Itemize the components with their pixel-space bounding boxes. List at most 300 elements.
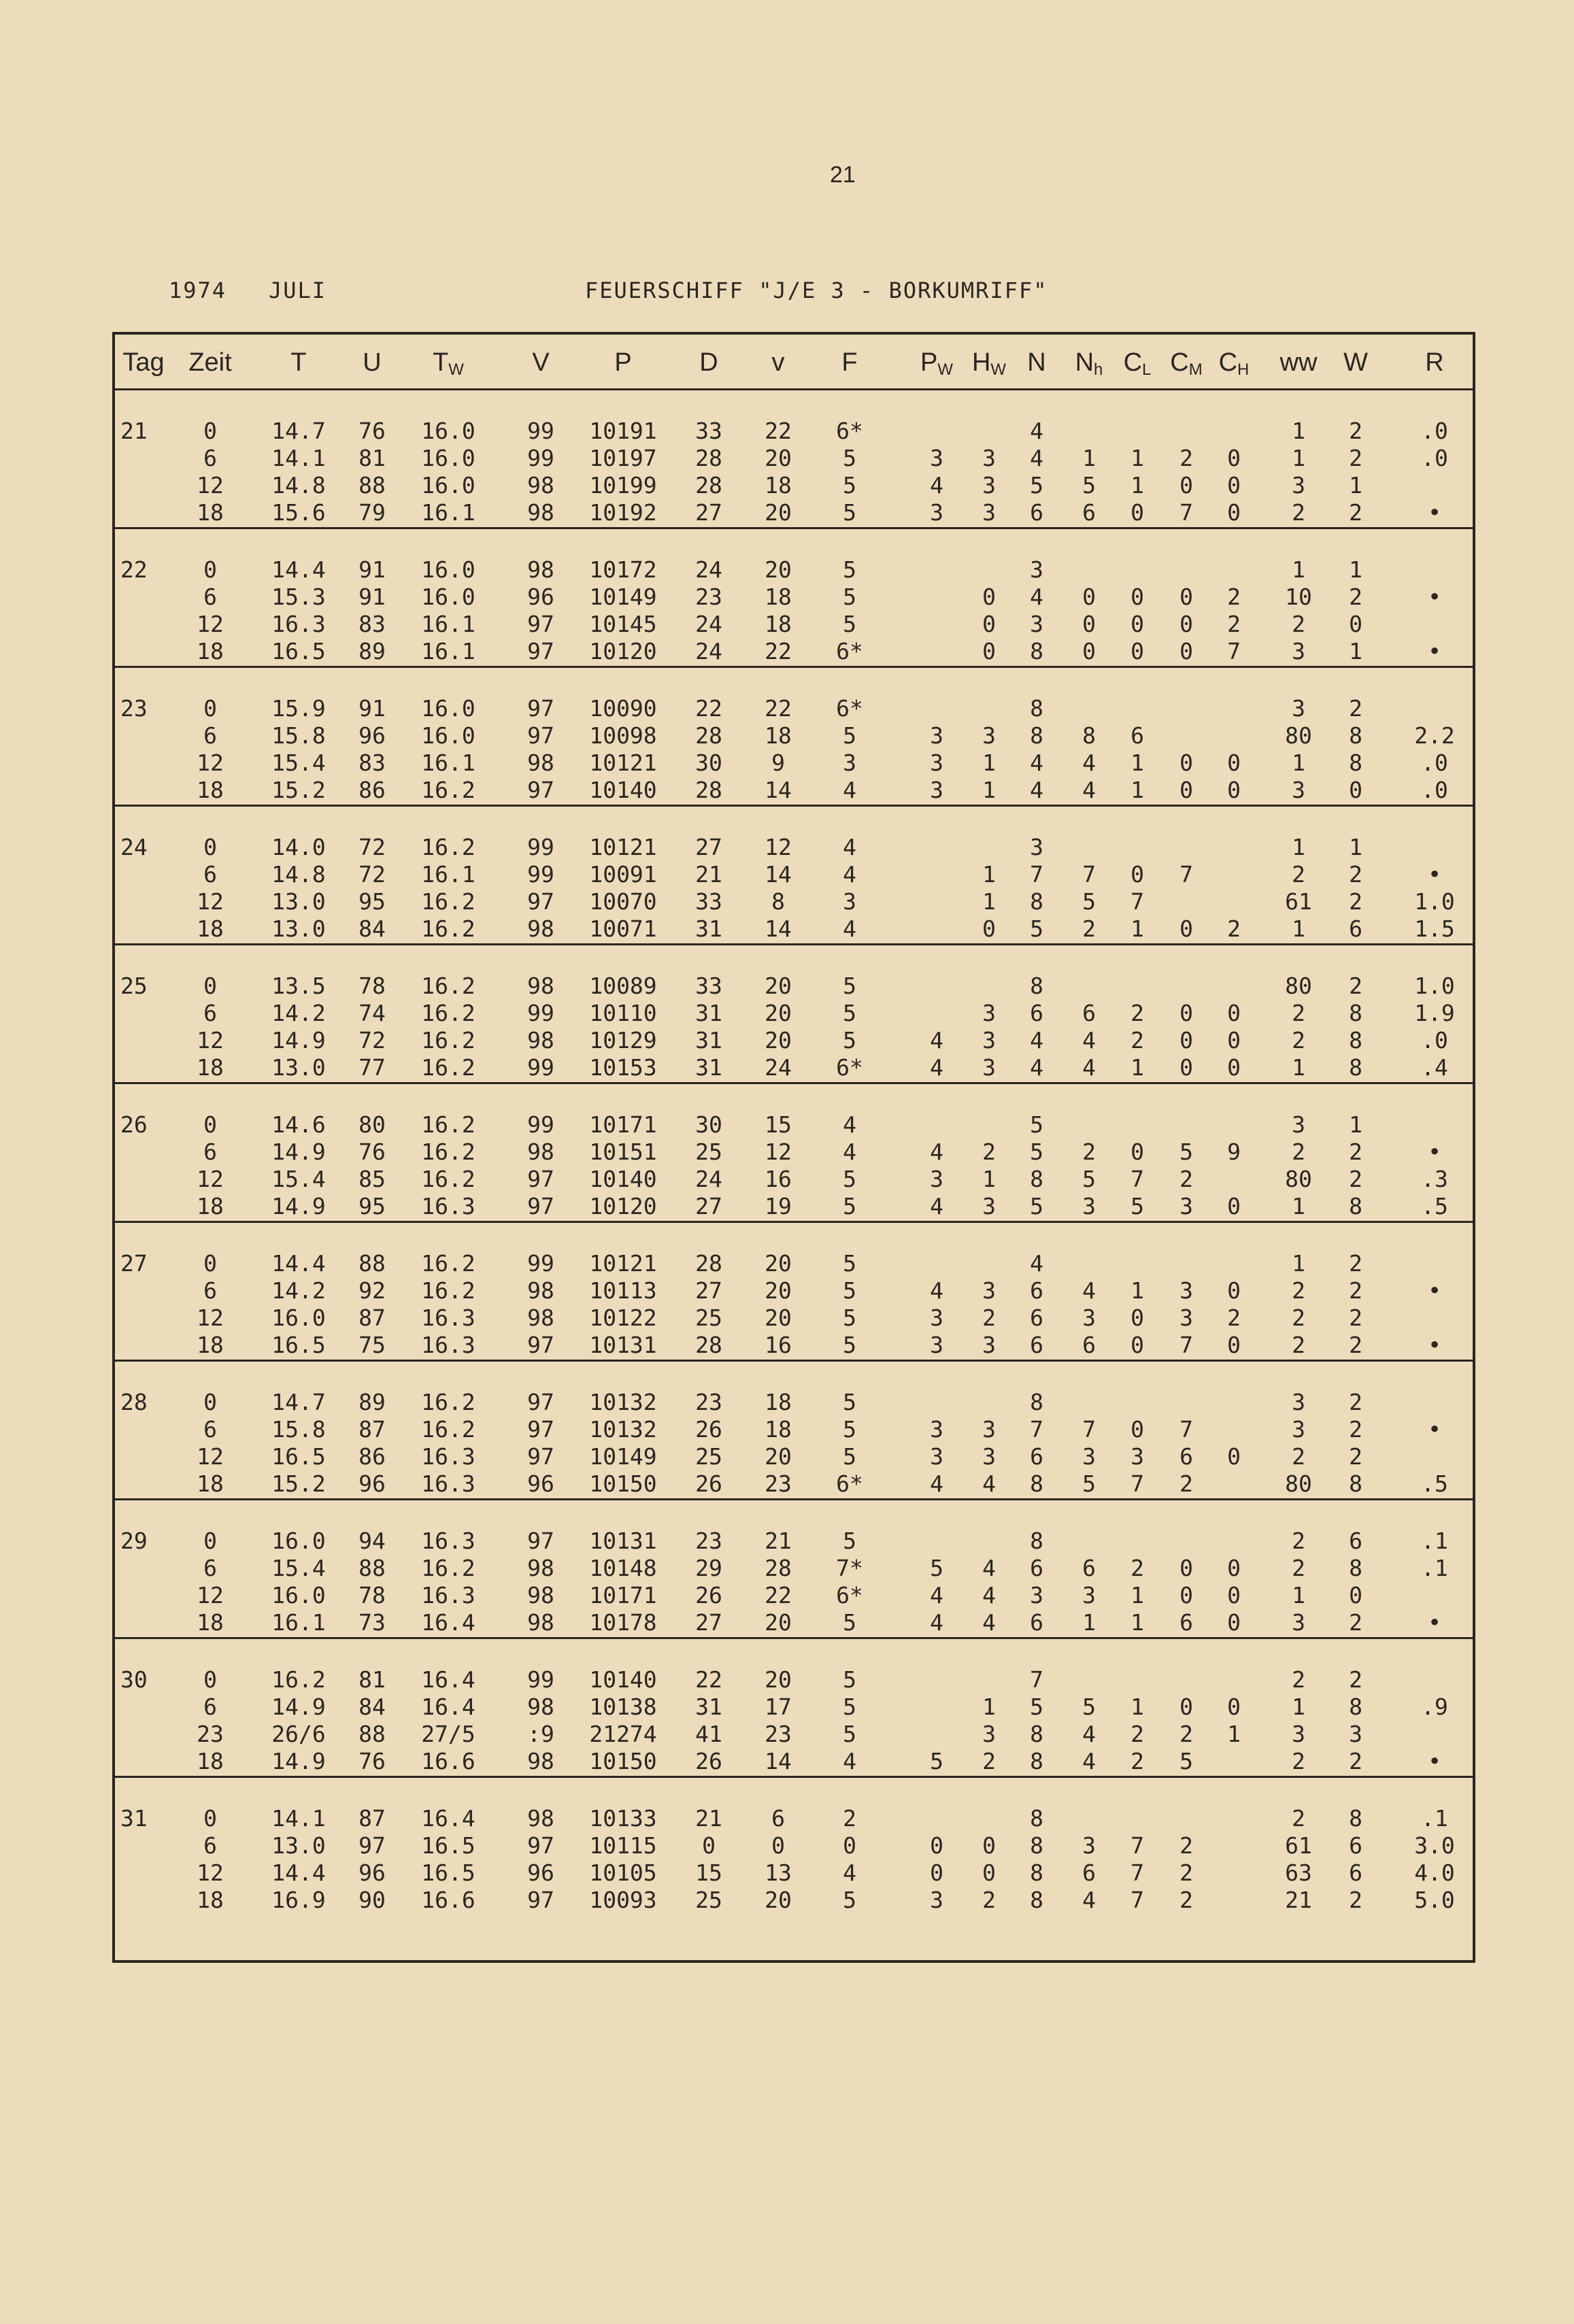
cell-tw: 16.1	[421, 499, 475, 526]
cell-t: 14.8	[271, 472, 326, 499]
cell-n: 4	[1030, 445, 1043, 471]
cell-v: 98	[527, 1277, 554, 1304]
cell-cm: 0	[1179, 584, 1193, 610]
cell-d: 26	[695, 1748, 722, 1774]
day-group	[115, 1362, 1473, 1500]
cell-d: 21	[695, 861, 722, 888]
cell-v: 21	[765, 1528, 792, 1554]
cell-n: 8	[1030, 888, 1043, 915]
cell-nh: 0	[1082, 584, 1096, 610]
cell-hw: 3	[982, 1193, 996, 1219]
cell-f: 5	[843, 1166, 856, 1192]
cell-v: 97	[527, 611, 554, 637]
column-header-u: U	[363, 348, 382, 377]
cell-p: 10199	[589, 472, 657, 499]
cell-ww: 2	[1292, 1027, 1305, 1054]
cell-n: 8	[1030, 1470, 1043, 1497]
table-row	[115, 1609, 1473, 1636]
cell-zeit: 6	[203, 584, 217, 610]
cell-u: 87	[358, 1805, 386, 1832]
cell-tw: 16.2	[421, 1054, 475, 1081]
cell-w: 8	[1349, 1193, 1362, 1219]
cell-t: 14.9	[271, 1748, 326, 1774]
cell-f: 4	[843, 1139, 856, 1165]
cell-pw: 4	[930, 1470, 943, 1497]
cell-d: 31	[695, 1000, 722, 1026]
cell-u: 78	[358, 973, 386, 999]
cell-cm: 7	[1179, 1416, 1193, 1443]
cell-hw: 2	[982, 1748, 996, 1774]
cell-pw: 4	[930, 1193, 943, 1219]
cell-pw: 4	[930, 1054, 943, 1081]
cell-n: 6	[1030, 1443, 1043, 1470]
cell-ch: 9	[1227, 1139, 1241, 1165]
cell-d: 31	[695, 915, 722, 942]
cell-cl: 1	[1131, 750, 1144, 776]
cell-cm: 2	[1179, 1721, 1193, 1747]
cell-ww: 2	[1292, 1332, 1305, 1358]
cell-w: 0	[1349, 777, 1362, 803]
cell-tw: 16.2	[421, 1555, 475, 1581]
cell-w: 2	[1349, 445, 1362, 471]
table-row	[115, 1470, 1473, 1498]
cell-u: 74	[358, 1000, 386, 1026]
cell-tw: 16.4	[421, 1694, 475, 1720]
cell-p: 10151	[589, 1139, 657, 1165]
day-label: 27	[120, 1250, 148, 1277]
cell-n: 8	[1030, 638, 1043, 664]
cell-t: 16.5	[271, 638, 326, 664]
cell-nh: 0	[1082, 638, 1096, 664]
cell-cm: 0	[1179, 611, 1193, 637]
table-row	[115, 499, 1473, 526]
cell-r: .0	[1421, 445, 1448, 471]
table-row	[115, 1111, 1473, 1139]
cell-n: 5	[1030, 1139, 1043, 1165]
cell-cl: 7	[1131, 1887, 1144, 1913]
cell-w: 1	[1349, 638, 1362, 664]
day-group	[115, 529, 1473, 668]
cell-w: 8	[1349, 1805, 1362, 1832]
column-header-f: F	[841, 348, 858, 377]
cell-ww: 1	[1292, 418, 1305, 444]
cell-pw: 4	[930, 1027, 943, 1054]
cell-t: 13.0	[271, 1832, 326, 1859]
cell-tw: 16.2	[421, 1389, 475, 1415]
cell-f: 4	[843, 1859, 856, 1886]
cell-zeit: 0	[203, 973, 217, 999]
cell-r: •	[1428, 1416, 1441, 1443]
cell-t: 15.6	[271, 499, 326, 526]
cell-w: 2	[1349, 1277, 1362, 1304]
cell-d: 28	[695, 445, 722, 471]
cell-hw: 0	[982, 584, 996, 610]
cell-f: 5	[843, 1277, 856, 1304]
cell-zeit: 6	[203, 722, 217, 749]
cell-r: .0	[1421, 777, 1448, 803]
day-group	[115, 1223, 1473, 1362]
cell-zeit: 23	[197, 1721, 224, 1747]
cell-t: 26/6	[271, 1721, 326, 1747]
cell-v: 97	[527, 888, 554, 915]
cell-zeit: 6	[203, 445, 217, 471]
table-row	[115, 1193, 1473, 1220]
cell-u: 87	[358, 1304, 386, 1331]
cell-ww: 2	[1292, 1805, 1305, 1832]
cell-r: .1	[1421, 1555, 1448, 1581]
cell-p: 10115	[589, 1832, 657, 1859]
cell-u: 84	[358, 915, 386, 942]
cell-ww: 2	[1292, 1000, 1305, 1026]
cell-r: .0	[1421, 750, 1448, 776]
cell-d: 27	[695, 834, 722, 860]
cell-tw: 16.3	[421, 1470, 475, 1497]
cell-zeit: 0	[203, 418, 217, 444]
cell-tw: 16.4	[421, 1805, 475, 1832]
cell-hw: 0	[982, 1832, 996, 1859]
cell-p: 10121	[589, 1250, 657, 1277]
cell-w: 0	[1349, 611, 1362, 637]
cell-v: 98	[527, 1304, 554, 1331]
cell-n: 4	[1030, 1027, 1043, 1054]
cell-zeit: 18	[197, 1193, 224, 1219]
cell-r: .1	[1421, 1528, 1448, 1554]
cell-v: 14	[765, 861, 792, 888]
cell-p: 10132	[589, 1389, 657, 1415]
cell-f: 5	[843, 973, 856, 999]
cell-tw: 16.2	[421, 777, 475, 803]
cell-w: 2	[1349, 888, 1362, 915]
cell-f: 6*	[836, 418, 863, 444]
cell-t: 14.1	[271, 445, 326, 471]
cell-w: 2	[1349, 1748, 1362, 1774]
cell-n: 6	[1030, 1332, 1043, 1358]
cell-ch: 0	[1227, 1193, 1241, 1219]
cell-nh: 4	[1082, 1748, 1096, 1774]
cell-p: 10140	[589, 777, 657, 803]
cell-pw: 5	[930, 1555, 943, 1581]
cell-f: 5	[843, 1443, 856, 1470]
cell-p: 10140	[589, 1166, 657, 1192]
cell-ww: 2	[1292, 1304, 1305, 1331]
cell-ww: 3	[1292, 1609, 1305, 1636]
cell-t: 14.1	[271, 1805, 326, 1832]
cell-v: 18	[765, 1416, 792, 1443]
cell-u: 81	[358, 445, 386, 471]
cell-n: 5	[1030, 1111, 1043, 1138]
cell-r: 1.9	[1414, 1000, 1455, 1026]
cell-ch: 0	[1227, 1582, 1241, 1609]
day-group	[115, 1084, 1473, 1223]
cell-v: 97	[527, 1193, 554, 1219]
cell-n: 7	[1030, 861, 1043, 888]
cell-t: 16.9	[271, 1887, 326, 1913]
header-month: JULI	[269, 277, 327, 303]
day-label: 23	[120, 695, 148, 722]
cell-zeit: 12	[197, 1443, 224, 1470]
cell-zeit: 18	[197, 777, 224, 803]
day-group	[115, 668, 1473, 807]
cell-cm: 0	[1179, 472, 1193, 499]
cell-t: 14.7	[271, 1389, 326, 1415]
cell-f: 5	[843, 499, 856, 526]
cell-hw: 3	[982, 1000, 996, 1026]
cell-r: 1.0	[1414, 973, 1455, 999]
cell-tw: 16.3	[421, 1304, 475, 1331]
cell-t: 15.2	[271, 1470, 326, 1497]
column-header-v: v	[771, 348, 785, 377]
cell-ww: 80	[1285, 1166, 1312, 1192]
table-row	[115, 1416, 1473, 1443]
cell-zeit: 0	[203, 1250, 217, 1277]
cell-nh: 4	[1082, 1721, 1096, 1747]
cell-w: 2	[1349, 1416, 1362, 1443]
cell-v: 20	[765, 973, 792, 999]
table-row	[115, 1555, 1473, 1582]
cell-tw: 16.2	[421, 834, 475, 860]
cell-tw: 16.6	[421, 1887, 475, 1913]
cell-u: 96	[358, 722, 386, 749]
cell-d: 28	[695, 1250, 722, 1277]
cell-ww: 1	[1292, 915, 1305, 942]
cell-v: 0	[771, 1832, 785, 1859]
cell-w: 2	[1349, 1250, 1362, 1277]
cell-zeit: 18	[197, 1748, 224, 1774]
cell-p: 10145	[589, 611, 657, 637]
cell-v: 18	[765, 584, 792, 610]
cell-v: 20	[765, 1277, 792, 1304]
cell-pw: 3	[930, 777, 943, 803]
cell-f: 5	[843, 611, 856, 637]
cell-v: 12	[765, 1139, 792, 1165]
cell-n: 6	[1030, 1609, 1043, 1636]
cell-u: 91	[358, 584, 386, 610]
cell-ww: 2	[1292, 1555, 1305, 1581]
cell-n: 4	[1030, 1250, 1043, 1277]
cell-u: 80	[358, 1111, 386, 1138]
cell-cl: 7	[1131, 1470, 1144, 1497]
cell-hw: 3	[982, 445, 996, 471]
table-row	[115, 1166, 1473, 1193]
cell-r: .4	[1421, 1054, 1448, 1081]
cell-cm: 6	[1179, 1443, 1193, 1470]
cell-pw: 3	[930, 1443, 943, 1470]
cell-ww: 3	[1292, 638, 1305, 664]
cell-hw: 3	[982, 722, 996, 749]
cell-p: 10150	[589, 1470, 657, 1497]
cell-t: 15.4	[271, 750, 326, 776]
cell-nh: 2	[1082, 1139, 1096, 1165]
cell-t: 14.4	[271, 1859, 326, 1886]
cell-cl: 2	[1131, 1555, 1144, 1581]
cell-w: 8	[1349, 1000, 1362, 1026]
cell-tw: 16.0	[421, 472, 475, 499]
cell-t: 14.9	[271, 1694, 326, 1720]
cell-ww: 3	[1292, 472, 1305, 499]
cell-f: 6*	[836, 638, 863, 664]
cell-d: 33	[695, 418, 722, 444]
cell-d: 25	[695, 1887, 722, 1913]
column-header-tw: $T_W$	[433, 348, 464, 379]
cell-v: 20	[765, 1304, 792, 1331]
cell-p: 10149	[589, 1443, 657, 1470]
cell-v: 97	[527, 1443, 554, 1470]
cell-v: 20	[765, 1000, 792, 1026]
cell-v: 14	[765, 915, 792, 942]
cell-d: 24	[695, 1166, 722, 1192]
cell-f: 4	[843, 1111, 856, 1138]
cell-hw: 1	[982, 777, 996, 803]
cell-f: 5	[843, 1193, 856, 1219]
cell-v: 98	[527, 750, 554, 776]
cell-pw: 3	[930, 1416, 943, 1443]
table-row	[115, 1054, 1473, 1081]
day-group	[115, 1639, 1473, 1778]
cell-tw: 16.3	[421, 1332, 475, 1358]
cell-t: 16.1	[271, 1609, 326, 1636]
cell-tw: 16.2	[421, 888, 475, 915]
cell-pw: 0	[930, 1832, 943, 1859]
column-header-pw: $P_W$	[920, 348, 954, 379]
cell-w: 1	[1349, 556, 1362, 583]
cell-ch: 0	[1227, 1000, 1241, 1026]
cell-v: 97	[527, 1887, 554, 1913]
table-header-row	[115, 335, 1473, 390]
cell-v: 9	[771, 750, 785, 776]
cell-t: 14.9	[271, 1139, 326, 1165]
cell-v: :9	[527, 1721, 554, 1747]
cell-u: 94	[358, 1528, 386, 1554]
cell-p: 10132	[589, 1416, 657, 1443]
cell-p: 10070	[589, 888, 657, 915]
table-row	[115, 418, 1473, 445]
day-label: 26	[120, 1111, 148, 1138]
cell-pw: 3	[930, 445, 943, 471]
cell-v: 8	[771, 888, 785, 915]
cell-d: 25	[695, 1139, 722, 1165]
cell-n: 8	[1030, 1389, 1043, 1415]
cell-cl: 3	[1131, 1443, 1144, 1470]
cell-ww: 1	[1292, 1193, 1305, 1219]
cell-ww: 1	[1292, 1250, 1305, 1277]
cell-pw: 3	[930, 722, 943, 749]
table-row	[115, 1748, 1473, 1775]
cell-hw: 4	[982, 1609, 996, 1636]
cell-pw: 4	[930, 472, 943, 499]
cell-hw: 4	[982, 1470, 996, 1497]
cell-w: 2	[1349, 695, 1362, 722]
cell-d: 22	[695, 695, 722, 722]
header-year: 1974	[169, 277, 227, 303]
cell-p: 10105	[589, 1859, 657, 1886]
cell-nh: 7	[1082, 1416, 1096, 1443]
cell-nh: 2	[1082, 915, 1096, 942]
cell-hw: 0	[982, 915, 996, 942]
cell-p: 10089	[589, 973, 657, 999]
cell-t: 15.8	[271, 722, 326, 749]
cell-f: 5	[843, 1000, 856, 1026]
cell-nh: 6	[1082, 1555, 1096, 1581]
cell-d: 31	[695, 1054, 722, 1081]
cell-hw: 2	[982, 1304, 996, 1331]
cell-ch: 2	[1227, 584, 1241, 610]
cell-zeit: 6	[203, 1277, 217, 1304]
column-header-t: T	[290, 348, 307, 377]
cell-v: 20	[765, 1887, 792, 1913]
cell-zeit: 0	[203, 695, 217, 722]
cell-d: 23	[695, 584, 722, 610]
cell-zeit: 18	[197, 1054, 224, 1081]
cell-w: 2	[1349, 584, 1362, 610]
column-header-ch: $C_H$	[1218, 348, 1250, 379]
day-label: 29	[120, 1528, 148, 1554]
table-row	[115, 1443, 1473, 1470]
cell-t: 15.9	[271, 695, 326, 722]
column-header-p: P	[614, 348, 632, 377]
cell-cm: 5	[1179, 1748, 1193, 1774]
cell-u: 86	[358, 1443, 386, 1470]
column-header-ww: ww	[1279, 348, 1318, 377]
table-row	[115, 915, 1473, 943]
cell-v: 97	[527, 1528, 554, 1554]
cell-n: 7	[1030, 1666, 1043, 1693]
cell-tw: 16.0	[421, 556, 475, 583]
cell-r: •	[1428, 1609, 1441, 1636]
cell-w: 2	[1349, 1332, 1362, 1358]
cell-tw: 16.1	[421, 611, 475, 637]
cell-u: 96	[358, 1859, 386, 1886]
cell-nh: 4	[1082, 777, 1096, 803]
cell-ww: 2	[1292, 611, 1305, 637]
cell-ww: 63	[1285, 1859, 1312, 1886]
cell-v: 20	[765, 499, 792, 526]
cell-cm: 3	[1179, 1277, 1193, 1304]
cell-nh: 5	[1082, 1166, 1096, 1192]
cell-pw: 3	[930, 1304, 943, 1331]
cell-ww: 2	[1292, 499, 1305, 526]
cell-hw: 3	[982, 1277, 996, 1304]
cell-v: 98	[527, 499, 554, 526]
table-row	[115, 1389, 1473, 1416]
cell-tw: 16.2	[421, 1416, 475, 1443]
cell-ww: 3	[1292, 1721, 1305, 1747]
cell-w: 1	[1349, 1111, 1362, 1138]
cell-f: 7*	[836, 1555, 863, 1581]
cell-cm: 0	[1179, 915, 1193, 942]
cell-v: 22	[765, 638, 792, 664]
cell-ch: 0	[1227, 1609, 1241, 1636]
cell-zeit: 18	[197, 1887, 224, 1913]
cell-u: 79	[358, 499, 386, 526]
cell-w: 2	[1349, 418, 1362, 444]
cell-w: 0	[1349, 1582, 1362, 1609]
table-row	[115, 834, 1473, 861]
cell-d: 33	[695, 973, 722, 999]
cell-ww: 1	[1292, 1694, 1305, 1720]
cell-u: 83	[358, 750, 386, 776]
cell-p: 10133	[589, 1805, 657, 1832]
cell-ch: 0	[1227, 472, 1241, 499]
cell-cl: 0	[1131, 638, 1144, 664]
cell-p: 10120	[589, 1193, 657, 1219]
cell-cl: 2	[1131, 1027, 1144, 1054]
cell-cm: 0	[1179, 1000, 1193, 1026]
cell-p: 10171	[589, 1111, 657, 1138]
cell-d: 26	[695, 1416, 722, 1443]
cell-ww: 3	[1292, 695, 1305, 722]
cell-d: 23	[695, 1528, 722, 1554]
cell-n: 8	[1030, 1859, 1043, 1886]
